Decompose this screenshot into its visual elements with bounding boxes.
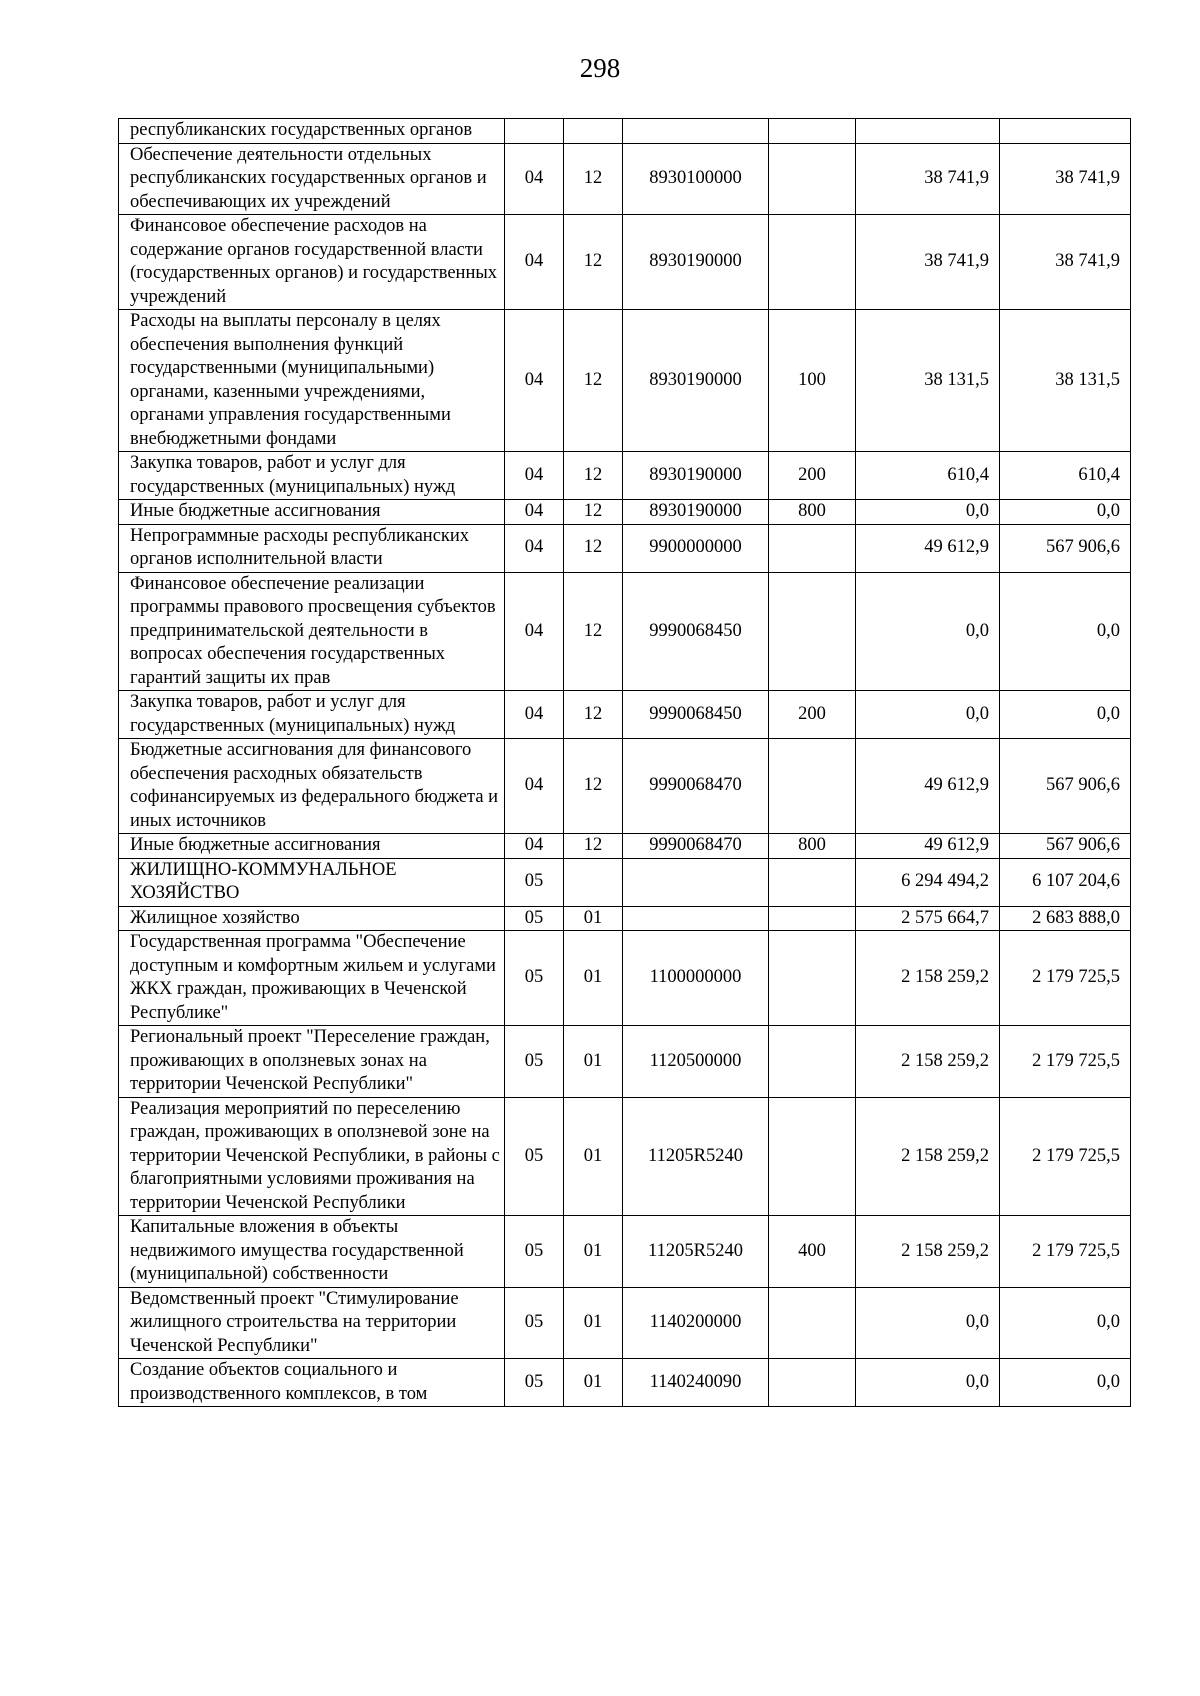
row-target-article <box>623 858 769 906</box>
row-expense-type <box>769 906 856 931</box>
row-amount-year-1: 38 131,5 <box>856 310 1000 452</box>
row-name: ЖИЛИЩНО-КОММУНАЛЬНОЕ ХОЗЯЙСТВО <box>119 858 505 906</box>
row-section: 04 <box>505 691 564 739</box>
row-amount-year-2: 38 741,9 <box>1000 143 1131 215</box>
row-name: Закупка товаров, работ и услуг для государственных (муниципальных) нужд <box>119 691 505 739</box>
table-row <box>119 739 1131 834</box>
table-row <box>119 1359 1131 1407</box>
row-amount-year-1: 0,0 <box>856 1359 1000 1407</box>
row-target-article <box>623 119 769 144</box>
row-amount-year-1: 49 612,9 <box>856 524 1000 572</box>
row-amount-year-1: 2 575 664,7 <box>856 906 1000 931</box>
row-subsection: 01 <box>564 1026 623 1098</box>
row-amount-year-1: 49 612,9 <box>856 834 1000 859</box>
table-row <box>119 834 1131 859</box>
row-amount-year-2: 567 906,6 <box>1000 834 1131 859</box>
row-target-article: 8930190000 <box>623 310 769 452</box>
row-name: Жилищное хозяйство <box>119 906 505 931</box>
row-section: 05 <box>505 1097 564 1216</box>
row-target-article: 9990068450 <box>623 572 769 691</box>
row-section: 05 <box>505 1216 564 1288</box>
row-amount-year-2: 2 179 725,5 <box>1000 1216 1131 1288</box>
row-amount-year-2: 2 179 725,5 <box>1000 931 1131 1026</box>
row-amount-year-2: 6 107 204,6 <box>1000 858 1131 906</box>
row-expense-type <box>769 119 856 144</box>
row-subsection: 01 <box>564 1097 623 1216</box>
row-expense-type <box>769 1287 856 1359</box>
row-target-article: 9990068450 <box>623 691 769 739</box>
row-name: Реализация мероприятий по переселению граждан, проживающих в оползневой зоне на территории Чеченской Республики, в районы с благоприятными условиями проживания на территории Чеченской Республики <box>119 1097 505 1216</box>
row-section: 04 <box>505 215 564 310</box>
row-expense-type <box>769 215 856 310</box>
row-expense-type <box>769 739 856 834</box>
row-subsection: 01 <box>564 1359 623 1407</box>
row-section: 05 <box>505 931 564 1026</box>
row-subsection: 12 <box>564 143 623 215</box>
row-subsection: 01 <box>564 906 623 931</box>
table-row <box>119 572 1131 691</box>
row-amount-year-2: 0,0 <box>1000 691 1131 739</box>
row-subsection: 01 <box>564 1216 623 1288</box>
row-amount-year-2 <box>1000 119 1131 144</box>
row-amount-year-1 <box>856 119 1000 144</box>
row-section: 05 <box>505 1359 564 1407</box>
table-row <box>119 858 1131 906</box>
row-amount-year-1: 0,0 <box>856 572 1000 691</box>
table-row <box>119 1026 1131 1098</box>
row-expense-type: 200 <box>769 452 856 500</box>
row-amount-year-2: 0,0 <box>1000 500 1131 525</box>
row-name: Государственная программа "Обеспечение доступным и комфортным жильем и услугами ЖКХ граждан, проживающих в Чеченской Республике" <box>119 931 505 1026</box>
row-name: Иные бюджетные ассигнования <box>119 500 505 525</box>
row-section: 04 <box>505 452 564 500</box>
row-name: Ведомственный проект "Стимулирование жилищного строительства на территории Чеченской Республики" <box>119 1287 505 1359</box>
row-expense-type: 200 <box>769 691 856 739</box>
row-section: 05 <box>505 858 564 906</box>
row-target-article: 8930190000 <box>623 452 769 500</box>
row-section: 04 <box>505 143 564 215</box>
row-expense-type: 400 <box>769 1216 856 1288</box>
row-subsection: 12 <box>564 691 623 739</box>
row-expense-type <box>769 524 856 572</box>
row-expense-type <box>769 1359 856 1407</box>
row-subsection: 12 <box>564 452 623 500</box>
row-amount-year-1: 38 741,9 <box>856 143 1000 215</box>
table-row <box>119 691 1131 739</box>
row-subsection: 12 <box>564 310 623 452</box>
row-amount-year-2: 38 741,9 <box>1000 215 1131 310</box>
row-target-article: 8930100000 <box>623 143 769 215</box>
row-section: 05 <box>505 1287 564 1359</box>
row-name: Непрограммные расходы республиканских органов исполнительной власти <box>119 524 505 572</box>
row-subsection <box>564 858 623 906</box>
row-amount-year-2: 567 906,6 <box>1000 739 1131 834</box>
table-row <box>119 143 1131 215</box>
row-section: 05 <box>505 906 564 931</box>
row-target-article: 11205R5240 <box>623 1097 769 1216</box>
row-target-article: 1100000000 <box>623 931 769 1026</box>
table-row <box>119 500 1131 525</box>
row-section: 04 <box>505 524 564 572</box>
budget-table <box>118 118 1131 1407</box>
row-amount-year-2: 2 179 725,5 <box>1000 1026 1131 1098</box>
row-amount-year-2: 2 179 725,5 <box>1000 1097 1131 1216</box>
row-amount-year-2: 610,4 <box>1000 452 1131 500</box>
row-amount-year-1: 0,0 <box>856 500 1000 525</box>
row-expense-type: 100 <box>769 310 856 452</box>
row-section: 04 <box>505 310 564 452</box>
row-section: 04 <box>505 739 564 834</box>
row-subsection: 12 <box>564 500 623 525</box>
row-amount-year-2: 567 906,6 <box>1000 524 1131 572</box>
row-target-article: 1140240090 <box>623 1359 769 1407</box>
row-subsection: 12 <box>564 524 623 572</box>
row-amount-year-1: 49 612,9 <box>856 739 1000 834</box>
table-row <box>119 1216 1131 1288</box>
row-target-article <box>623 906 769 931</box>
table-row <box>119 906 1131 931</box>
row-name: Обеспечение деятельности отдельных республиканских государственных органов и обеспечивающих их учреждений <box>119 143 505 215</box>
table-row <box>119 1287 1131 1359</box>
row-subsection <box>564 119 623 144</box>
row-name: Создание объектов социального и производственного комплексов, в том <box>119 1359 505 1407</box>
row-target-article: 8930190000 <box>623 215 769 310</box>
row-target-article: 8930190000 <box>623 500 769 525</box>
row-amount-year-1: 2 158 259,2 <box>856 1097 1000 1216</box>
row-subsection: 12 <box>564 834 623 859</box>
row-name: Иные бюджетные ассигнования <box>119 834 505 859</box>
row-expense-type <box>769 1026 856 1098</box>
table-row <box>119 524 1131 572</box>
row-subsection: 01 <box>564 931 623 1026</box>
table-row <box>119 215 1131 310</box>
row-amount-year-2: 38 131,5 <box>1000 310 1131 452</box>
row-target-article: 1120500000 <box>623 1026 769 1098</box>
row-expense-type: 800 <box>769 500 856 525</box>
row-target-article: 9990068470 <box>623 739 769 834</box>
row-subsection: 12 <box>564 572 623 691</box>
row-amount-year-2: 0,0 <box>1000 1287 1131 1359</box>
row-expense-type <box>769 1097 856 1216</box>
row-amount-year-2: 0,0 <box>1000 572 1131 691</box>
row-section: 04 <box>505 572 564 691</box>
row-target-article: 9990068470 <box>623 834 769 859</box>
row-expense-type <box>769 931 856 1026</box>
row-target-article: 11205R5240 <box>623 1216 769 1288</box>
row-target-article: 9900000000 <box>623 524 769 572</box>
table-row <box>119 452 1131 500</box>
row-amount-year-1: 610,4 <box>856 452 1000 500</box>
row-amount-year-1: 0,0 <box>856 691 1000 739</box>
row-amount-year-2: 2 683 888,0 <box>1000 906 1131 931</box>
row-name: Закупка товаров, работ и услуг для государственных (муниципальных) нужд <box>119 452 505 500</box>
row-target-article: 1140200000 <box>623 1287 769 1359</box>
row-expense-type <box>769 858 856 906</box>
row-name: республиканских государственных органов <box>119 119 505 144</box>
row-amount-year-1: 0,0 <box>856 1287 1000 1359</box>
row-amount-year-2: 0,0 <box>1000 1359 1131 1407</box>
row-amount-year-1: 2 158 259,2 <box>856 1026 1000 1098</box>
row-name: Бюджетные ассигнования для финансового обеспечения расходных обязательств софинансируемых из федерального бюджета и иных источников <box>119 739 505 834</box>
row-subsection: 12 <box>564 739 623 834</box>
row-expense-type <box>769 572 856 691</box>
budget-table-body <box>119 119 1131 1407</box>
row-amount-year-1: 2 158 259,2 <box>856 931 1000 1026</box>
row-name: Расходы на выплаты персоналу в целях обеспечения выполнения функций государственными (муниципальными) органами, казенными учреждениями, органами управления государственными внебюджетными фондами <box>119 310 505 452</box>
row-name: Региональный проект "Переселение граждан, проживающих в оползневых зонах на территории Чеченской Республики" <box>119 1026 505 1098</box>
table-row <box>119 1097 1131 1216</box>
row-amount-year-1: 6 294 494,2 <box>856 858 1000 906</box>
row-expense-type: 800 <box>769 834 856 859</box>
table-row <box>119 310 1131 452</box>
table-row <box>119 119 1131 144</box>
row-section: 05 <box>505 1026 564 1098</box>
row-name: Финансовое обеспечение реализации программы правового просвещения субъектов предпринимательской деятельности в вопросах обеспечения государственных гарантий защиты их прав <box>119 572 505 691</box>
row-subsection: 12 <box>564 215 623 310</box>
row-section <box>505 119 564 144</box>
row-expense-type <box>769 143 856 215</box>
row-amount-year-1: 2 158 259,2 <box>856 1216 1000 1288</box>
row-section: 04 <box>505 500 564 525</box>
table-row <box>119 931 1131 1026</box>
page-number: 298 <box>579 53 621 83</box>
row-section: 04 <box>505 834 564 859</box>
row-name: Капитальные вложения в объекты недвижимого имущества государственной (муниципальной) собственности <box>119 1216 505 1288</box>
row-name: Финансовое обеспечение расходов на содержание органов государственной власти (государственных органов) и государственных учреждений <box>119 215 505 310</box>
row-amount-year-1: 38 741,9 <box>856 215 1000 310</box>
row-subsection: 01 <box>564 1287 623 1359</box>
